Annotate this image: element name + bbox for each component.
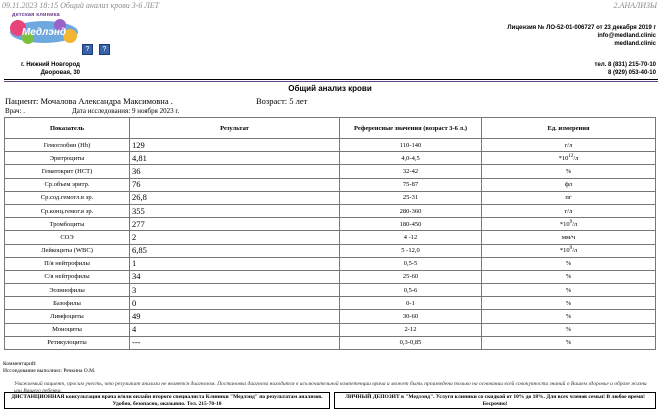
comment-label: Комментарий: <box>3 361 37 367</box>
cell-unit: $*10^9/л$ <box>482 244 656 257</box>
cell-unit: г/л <box>482 204 656 217</box>
cell-ref: 4 -12 <box>340 231 482 244</box>
results-header-row <box>5 118 656 139</box>
cell-name: Лейкоциты (WBC) <box>5 244 130 257</box>
cell-ref: 280-360 <box>340 204 482 217</box>
cell-name: Ср.конц.гемог.в эр. <box>5 204 130 217</box>
table-row <box>5 165 656 178</box>
cell-unit: % <box>482 336 656 349</box>
patient-name: Мочалова Александра Максимовна . <box>40 96 173 106</box>
doctor-label: Врач: <box>5 107 22 115</box>
table-row <box>5 218 656 231</box>
consultation-banner: ДИСТАНЦИОННАЯ консультация врача и/или онлайн второго специалиста Клиники "Медлэнд" по результатам анализов. Удобно, безопасно, оказывно. Тел. 215-70-10 <box>4 392 330 409</box>
cell-ref: 110-140 <box>340 139 482 152</box>
cell-name: Базофилы <box>5 297 130 310</box>
clinic-city: г. Нижний Новгород <box>20 62 80 68</box>
cell-result: 355 <box>130 204 340 217</box>
cell-result: 36 <box>130 165 340 178</box>
table-row <box>5 191 656 204</box>
cell-unit: % <box>482 284 656 297</box>
table-row <box>5 257 656 270</box>
clinic-street: Дворовая, 30 <box>40 70 80 76</box>
print-timestamp: 09.11.2023 18:15 Общий анализ крови 3-6 ЛЕТ <box>2 1 160 10</box>
cell-ref: 5 -12,0 <box>340 244 482 257</box>
cell-ref: 2-12 <box>340 323 482 336</box>
cell-result: 277 <box>130 218 340 231</box>
cell-result: --- <box>130 336 340 349</box>
help-icon-1[interactable]: ? <box>82 44 93 55</box>
logo-text: Медлэнд <box>21 27 67 38</box>
cell-result: 76 <box>130 178 340 191</box>
table-row <box>5 178 656 191</box>
cell-unit: $*10^{12}/л$ <box>482 152 656 165</box>
cell-name: Моноциты <box>5 323 130 336</box>
table-row <box>5 270 656 283</box>
cell-name: Гемоглобин (Hb) <box>5 139 130 152</box>
header-unit: Ед. измерения <box>482 118 656 139</box>
cell-name: Эозинофилы <box>5 284 130 297</box>
cell-ref: 0-1 <box>340 297 482 310</box>
cell-ref: 180-450 <box>340 218 482 231</box>
table-row <box>5 310 656 323</box>
cell-result: 4 <box>130 323 340 336</box>
header-name: Показатель <box>5 118 130 139</box>
cell-unit: % <box>482 310 656 323</box>
cell-name: Тромбоциты <box>5 218 130 231</box>
age-line <box>256 96 307 106</box>
cell-ref: 30-60 <box>340 310 482 323</box>
cell-name: Эритроциты <box>5 152 130 165</box>
date-value: 9 ноября 2023 г. <box>131 107 180 115</box>
cell-name: Ср.объем эритр. <box>5 178 130 191</box>
clinic-email[interactable]: info@medland.clinic <box>597 33 656 39</box>
cell-result: 1 <box>130 257 340 270</box>
cell-unit: мм/ч <box>482 231 656 244</box>
patient-line <box>5 96 173 106</box>
cell-result: 3 <box>130 284 340 297</box>
cell-ref: 0,3-0,85 <box>340 336 482 349</box>
print-section: 2.АНАЛИЗЫ <box>613 1 657 10</box>
cell-name: П/я нейтрофилы <box>5 257 130 270</box>
cell-ref: 0,5-6 <box>340 284 482 297</box>
cell-unit: % <box>482 270 656 283</box>
cell-ref: 75-87 <box>340 178 482 191</box>
date-label: Дата исследования: <box>72 107 131 115</box>
cell-result: 6,85 <box>130 244 340 257</box>
results-table <box>4 117 656 350</box>
header-ref: Референсные значения (возраст 3-6 л.) <box>340 118 482 139</box>
cell-result: 34 <box>130 270 340 283</box>
clinic-phone-1: тел. 8 (831) 215-70-10 <box>594 62 656 68</box>
disclaimer: Уважаемый пациент, просим учесть, что результат анализа не является диагнозом. Постановка диагноза находится в исключительной компетенции врача и может быть произведена только на основании всей совокупности знаний о Вашем здоровье и образе жизни или Вашего ребенка. <box>14 381 647 394</box>
cell-unit: % <box>482 323 656 336</box>
date-line <box>72 107 179 115</box>
performer: Исследование выполнил: Речкина О.М. <box>3 368 96 374</box>
clinic-license: Лицензия № ЛО-52-01-006727 от 23 декабря 2019 г <box>507 25 656 31</box>
cell-ref: 4,0-4,5 <box>340 152 482 165</box>
table-row <box>5 231 656 244</box>
cell-ref: 25-60 <box>340 270 482 283</box>
cell-name: Ретикулоциты <box>5 336 130 349</box>
table-row <box>5 139 656 152</box>
table-row <box>5 244 656 257</box>
table-row <box>5 152 656 165</box>
cell-name: Гематокрит (НСТ) <box>5 165 130 178</box>
cell-unit: г/л <box>482 139 656 152</box>
cell-unit: % <box>482 165 656 178</box>
medland-logo <box>8 18 80 46</box>
cell-ref: 32-42 <box>340 165 482 178</box>
header-divider-accent <box>4 81 658 82</box>
cell-unit: % <box>482 297 656 310</box>
doctor-line <box>5 107 25 115</box>
cell-unit: $*10^9/л$ <box>482 218 656 231</box>
doctor-value: . <box>23 107 25 115</box>
cell-result: 129 <box>130 139 340 152</box>
cell-result: 2 <box>130 231 340 244</box>
cell-unit: фл <box>482 178 656 191</box>
cell-result: 0 <box>130 297 340 310</box>
header-divider <box>4 79 658 80</box>
cell-unit: пг <box>482 191 656 204</box>
report-title: Общий анализ крови <box>288 84 372 93</box>
cell-name: С/я нейтрофилы <box>5 270 130 283</box>
table-row <box>5 336 656 349</box>
cell-name: СОЭ <box>5 231 130 244</box>
deposit-banner: ЛИЧНЫЙ ДЕПОЗИТ в "Медлэнд". Услуги клиники со скидкой от 10% до 18%. Для всех членов семьи! В любое время! Бесрочно! <box>334 392 656 409</box>
header-result: Результат <box>130 118 340 139</box>
cell-unit: % <box>482 257 656 270</box>
cell-name: Ср.сод.гемогл.в эр. <box>5 191 130 204</box>
cell-ref: 0,5-5 <box>340 257 482 270</box>
table-row <box>5 284 656 297</box>
cell-result: 26,8 <box>130 191 340 204</box>
age-label: Возраст: <box>256 96 288 106</box>
help-icon-2[interactable]: ? <box>99 44 110 55</box>
clinic-tagline: детская клиника <box>12 12 60 18</box>
table-row <box>5 297 656 310</box>
patient-label: Пациент: <box>5 96 39 106</box>
cell-ref: 25-31 <box>340 191 482 204</box>
cell-result: 4,81 <box>130 152 340 165</box>
cell-result: 49 <box>130 310 340 323</box>
cell-name: Лимфоциты <box>5 310 130 323</box>
table-row <box>5 323 656 336</box>
age-value: 5 лет <box>289 96 308 106</box>
table-row <box>5 204 656 217</box>
clinic-site[interactable]: medland.clinic <box>614 41 656 47</box>
clinic-phone-2: 8 (929) 053-40-10 <box>607 70 656 76</box>
